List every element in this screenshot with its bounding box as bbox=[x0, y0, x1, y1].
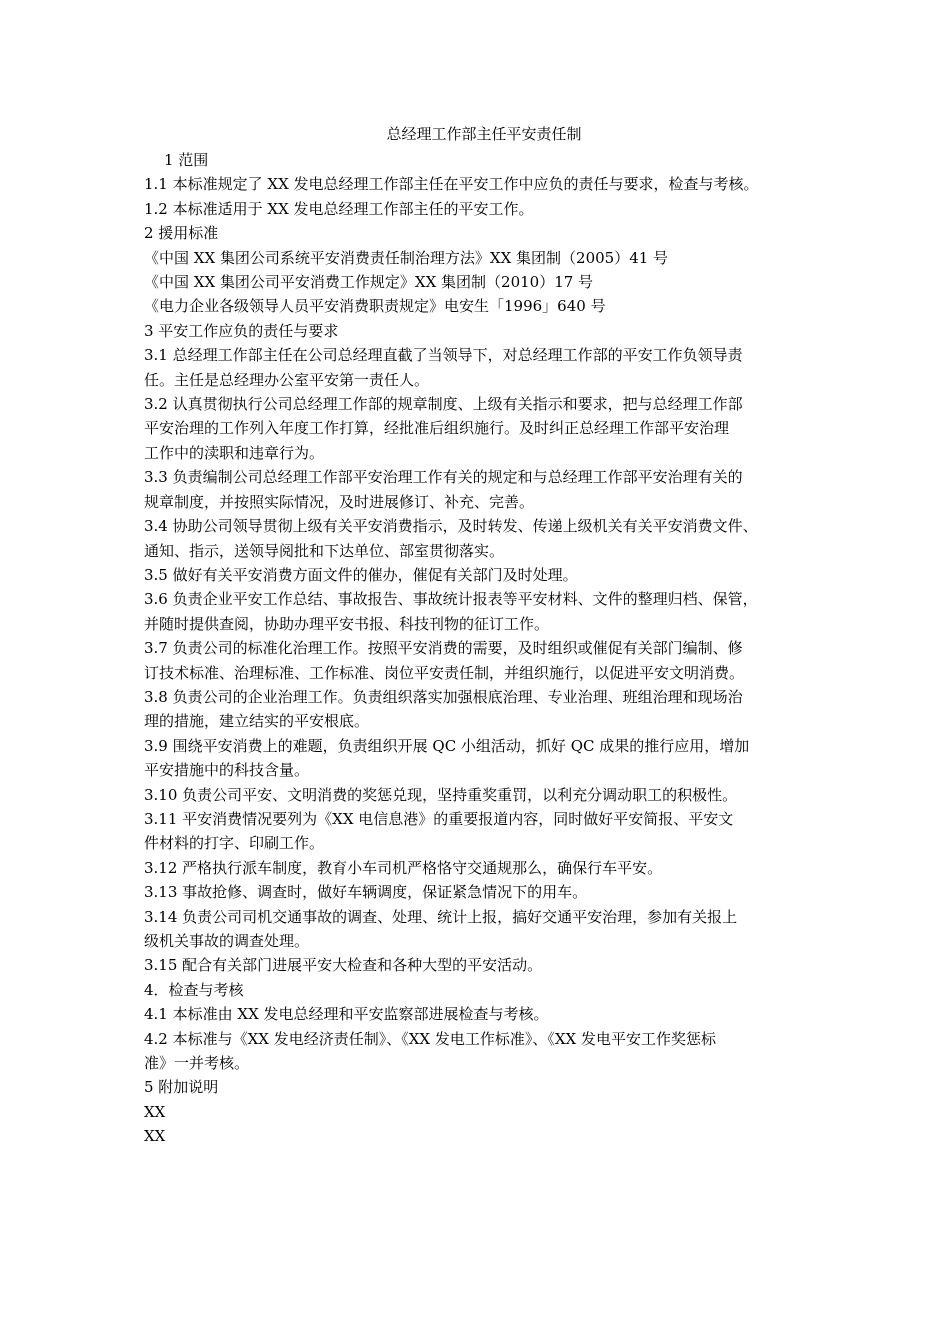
paragraph-line: 3.9 围绕平安消费上的难题，负责组织开展 QC 小组活动，抓好 QC 成果的推行应用，增加 bbox=[144, 736, 750, 755]
paragraph-line: 件材料的打字、印刷工作。 bbox=[144, 834, 325, 853]
paragraph-line: 4.1 本标准由 XX 发电总经理和平安监察部进展检查与考核。 bbox=[144, 1005, 549, 1024]
paragraph-line: 并随时提供查阅，协助办理平安书报、科技刊物的征订工作。 bbox=[144, 614, 550, 633]
paragraph-line: 工作中的渎职和违章行为。 bbox=[144, 443, 325, 462]
paragraph-line: 3.7 负责公司的标准化治理工作。按照平安消费的需要，及时组织或催促有关部门编制、修 bbox=[144, 639, 743, 658]
paragraph-line: 4.2 本标准与《XX 发电经济责任制》、《XX 发电工作标准》、《XX 发电平安工作奖惩标 bbox=[144, 1029, 717, 1048]
paragraph-line: 3.4 协助公司领导贯彻上级有关平安消费指示，及时转发、传递上级机关有关平安消费文件、 bbox=[144, 517, 758, 536]
paragraph-line: 1.1 本标准规定了 XX 发电总经理工作部主任在平安工作中应负的责任与要求，检查与考核。 bbox=[144, 175, 759, 194]
paragraph-line: 3.10 负责公司平安、文明消费的奖惩兑现，坚持重奖重罚，以利充分调动职工的积极性。 bbox=[144, 785, 738, 804]
paragraph-line: 3.2 认真贯彻执行公司总经理工作部的规章制度、上级有关指示和要求，把与总经理工作部 bbox=[144, 395, 743, 414]
paragraph-line: 订技术标准、治理标准、工作标准、岗位平安责任制，并组织施行，以促进平安文明消费。 bbox=[144, 663, 745, 682]
paragraph-line: 准》一并考核。 bbox=[144, 1054, 250, 1073]
paragraph-line: 3.8 负责公司的企业治理工作。负责组织落实加强根底治理、专业治理、班组治理和现场治 bbox=[144, 687, 743, 706]
document-title: 总经理工作部主任平安责任制 bbox=[386, 125, 582, 143]
paragraph-line: 任。主任是总经理办公室平安第一责任人。 bbox=[144, 370, 430, 389]
paragraph-line: 3.15 配合有关部门进展平安大检查和各种大型的平安活动。 bbox=[144, 956, 543, 975]
document-page bbox=[144, 122, 824, 1149]
section-heading-scope: 1 范围 bbox=[164, 151, 209, 169]
note-line: XX bbox=[144, 1102, 166, 1121]
note-line: XX bbox=[144, 1127, 166, 1146]
paragraph-line: 3.12 严格执行派车制度，教育小车司机严格恪守交通规那么，确保行车平安。 bbox=[144, 858, 663, 877]
section-heading-responsibilities: 3 平安工作应负的责任与要求 bbox=[144, 321, 339, 340]
reference-line: 《中国 XX 集团公司系统平安消费责任制治理方法》XX 集团制（2005）41 号 bbox=[144, 248, 669, 267]
paragraph-line: 规章制度，并按照实际情况，及时进展修订、补充、完善。 bbox=[144, 492, 535, 511]
paragraph-line: 平安措施中的科技含量。 bbox=[144, 761, 310, 780]
paragraph-line: 3.1 总经理工作部主任在公司总经理直截了当领导下，对总经理工作部的平安工作负领导责 bbox=[144, 346, 743, 365]
paragraph-line: 3.5 做好有关平安消费方面文件的催办，催促有关部门及时处理。 bbox=[144, 565, 578, 584]
reference-line: 《电力企业各级领导人员平安消费职责规定》电安生「1996」640 号 bbox=[144, 297, 606, 316]
paragraph-line: 3.11 平安消费情况要列为《XX 电信息港》的重要报道内容，同时做好平安简报、平安文 bbox=[144, 809, 734, 828]
paragraph-line: 级机关事故的调查处理。 bbox=[144, 932, 310, 950]
paragraph-line: 3.13 事故抢修、调查时，做好车辆调度，保证紧急情况下的用车。 bbox=[144, 883, 588, 902]
paragraph-line: 1.2 本标准适用于 XX 发电总经理工作部主任的平安工作。 bbox=[144, 199, 534, 218]
section-heading-notes: 5 附加说明 bbox=[144, 1078, 219, 1097]
section-heading-inspection: 4．检查与考核 bbox=[144, 980, 244, 999]
paragraph-line: 3.3 负责编制公司总经理工作部平安治理工作有关的规定和与总经理工作部平安治理有关的 bbox=[144, 468, 743, 487]
reference-line: 《中国 XX 集团公司平安消费工作规定》XX 集团制（2010）17 号 bbox=[144, 273, 594, 292]
paragraph-line: 理的措施，建立结实的平安根底。 bbox=[144, 712, 370, 731]
paragraph-line: 3.6 负责企业平安工作总结、事故报告、事故统计报表等平安材料、文件的整理归档、保管， bbox=[144, 590, 758, 609]
paragraph-line: 通知、指示，送领导阅批和下达单位、部室贯彻落实。 bbox=[144, 541, 505, 560]
paragraph-line: 3.14 负责公司司机交通事故的调查、处理、统计上报，搞好交通平安治理，参加有关报上 bbox=[144, 907, 738, 926]
paragraph-line: 平安治理的工作列入年度工作打算，经批准后组织施行。及时纠正总经理工作部平安治理 bbox=[144, 419, 730, 438]
section-heading-references: 2 援用标准 bbox=[144, 224, 219, 243]
